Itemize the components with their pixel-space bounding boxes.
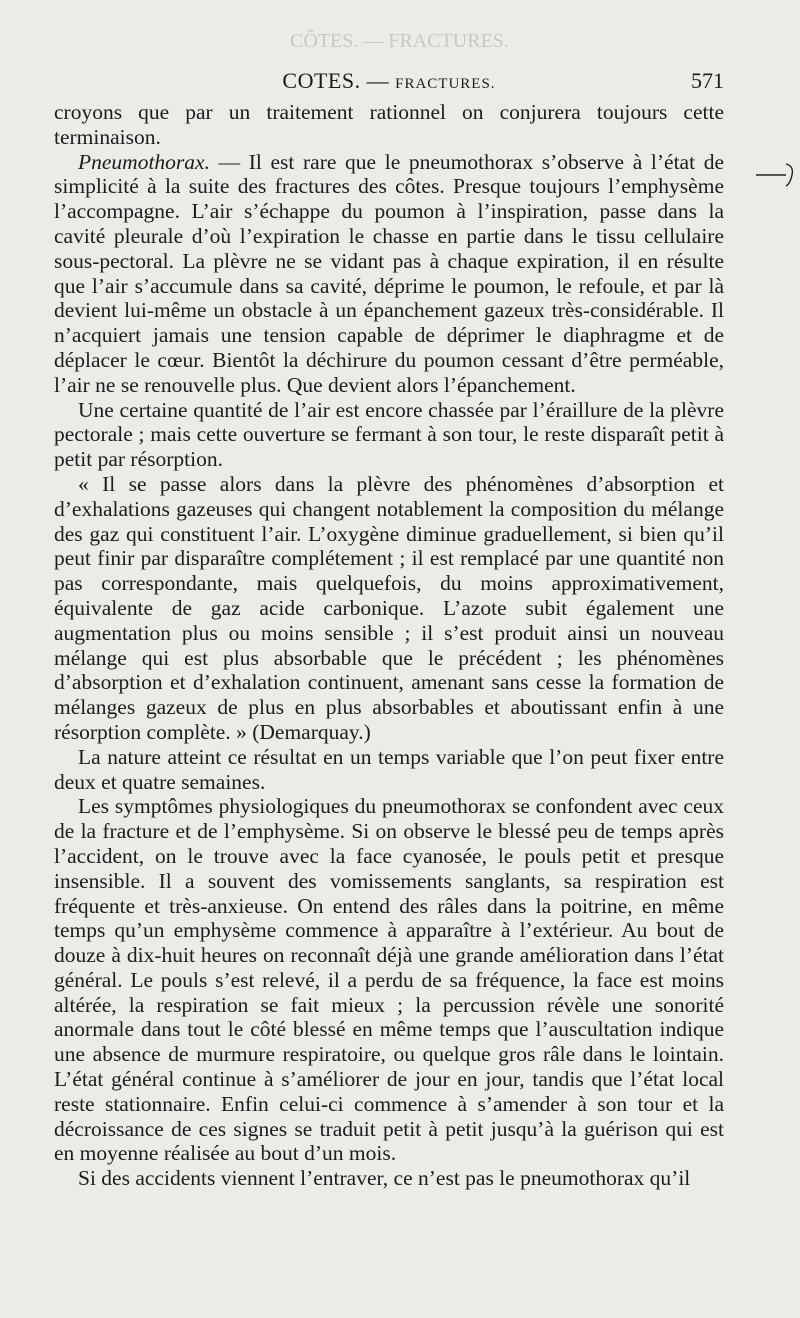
margin-bracket-mark bbox=[756, 162, 796, 188]
bleed-through-text: CÔTES. — FRACTURES. bbox=[290, 30, 509, 52]
paragraph-7: Si des accidents viennent l’entraver, ce n’est pas le pneumothorax qu’il bbox=[78, 1166, 691, 1191]
running-title-separator: — bbox=[366, 68, 390, 93]
paragraph-4-quote: « Il se passe alors dans la plèvre des phénomènes d’absorption et d’exhalations gazeuses qui changent notablement la composition du mélange des gaz qui constituent l’air. L’oxygène diminue graduellement, si bien qu’il peut finir par disparaître complétement ; il est remplacé par une quantité non pas correspondante, mais quelquefois, du moins approximativement, équivalente de gaz acide carbonique. L’azote subit également une augmentation plus ou moins sensible ; il s’est produit ainsi un nouveau mélange qui est plus absorbable que le précédent ; les phénomènes d’absorption et d’exhalation continuent, amenant sans cesse la formation de mélanges gazeux de plus en plus absorbables et aboutissant enfin à une résorption complète. » (Demarquay.) bbox=[54, 471, 724, 744]
paragraph-6: Les symptômes physiologiques du pneumothorax se confondent avec ceux de la fracture et de l’emphysème. Si on observe le blessé peu de temps après l’accident, on le trouve avec la face cyanosée, le pouls petit et presque insensible. Il a souvent des vomissements sanglants, sa respiration est fréquente et très-anxieuse. On entend des râles dans la poitrine, en même temps qu’un emphysème commence à apparaître à l’extérieur. Au bout de douze à dix-huit heures on reconnaît déjà une grande amélioration dans l’état général. Le pouls s’est relevé, il a perdu de sa fréquence, la face est moins altérée, la respiration se fait mieux ; la percussion révèle une sonorité anormale dans tout le côté blessé en même temps que l’auscultation indique une absence de murmure respiratoire, ou quelque gros râle dans le lointain. L’état général continue à s’améliorer de jour en jour, tandis que l’état local reste stationnaire. Enfin celui-ci commence à s’amender à son tour et la décroissance de ces signes se traduit petit à petit jusqu’à la guérison qui est en moyenne réalisée au bout d’un mois. bbox=[54, 794, 724, 1166]
running-header bbox=[54, 68, 724, 98]
paragraph-1: croyons que par un traitement rationnel on conjurera toujours cette terminaison. bbox=[54, 100, 724, 149]
page-number: 571 bbox=[691, 68, 724, 93]
running-title-main: COTES. bbox=[282, 68, 361, 93]
paragraph-2: Pneumothorax. — Il est rare que le pneumothorax s’observe à l’état de simplicité à la suite des fractures des côtes. Presque toujours l’emphysème l’accompagne. L’air s’échappe du poumon à l’inspiration, passe dans la cavité pleurale d’où l’expiration le chasse en partie dans le tissu cellulaire sous-pectoral. La plèvre ne se vidant pas à chaque expiration, il en résulte que l’air s’accumule dans sa cavité, déprime le poumon, le refoule, et par là devient lui-même un obstacle à un épanchement gazeux très-considérable. Il n’acquiert jamais une tension capable de déprimer le diaphragme et de déplacer le cœur. Bientôt la déchirure du poumon cessant d’être perméable, l’air ne se renouvelle plus. Que devient alors l’épanchement. bbox=[54, 149, 724, 397]
running-title bbox=[54, 68, 724, 94]
paragraph-3: Une certaine quantité de l’air est encore chassée par l’éraillure de la plèvre pectorale ; mais cette ouverture se fermant à son tour, le reste disparaît petit à petit par résorption. bbox=[54, 397, 724, 472]
body-text bbox=[54, 100, 724, 1191]
paragraph-5: La nature atteint ce résultat en un temps variable que l’on peut fixer entre deux et quatre semaines. bbox=[54, 744, 724, 794]
running-title-section: FRACTURES. bbox=[395, 76, 496, 92]
paragraph-lead: Pneumothorax. bbox=[78, 149, 210, 174]
